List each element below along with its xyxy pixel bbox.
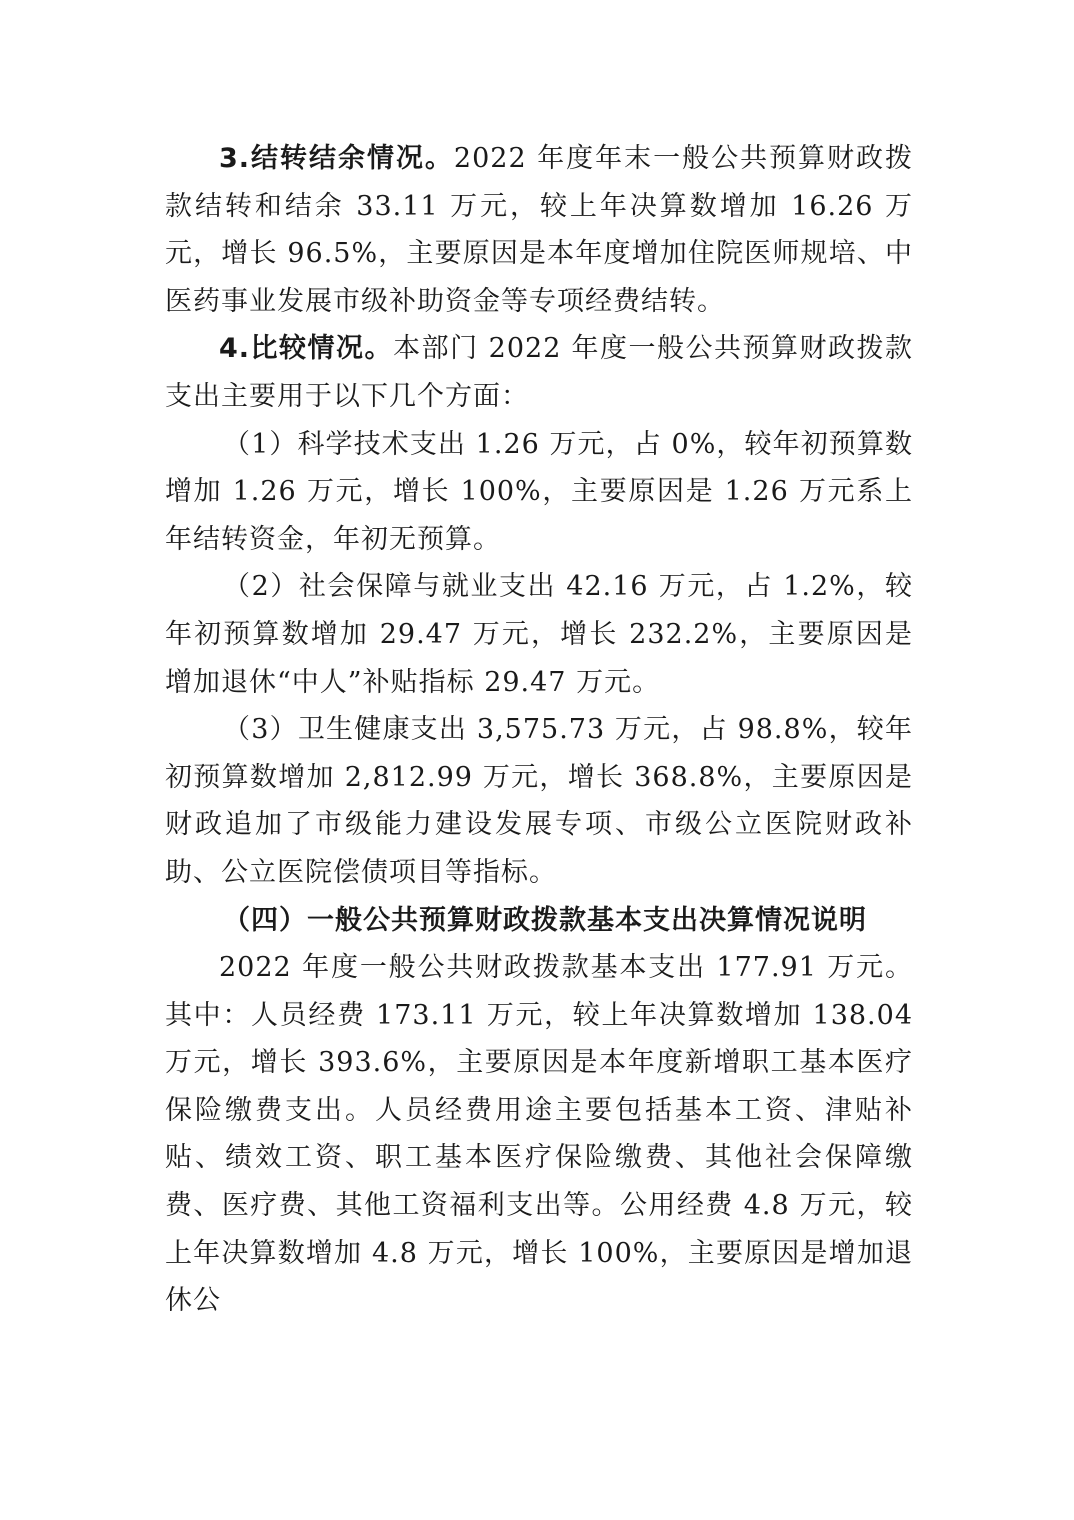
paragraph-social-security-expense: （2）社会保障与就业支出 42.16 万元，占 1.2%，较年初预算数增加 29.47 万元，增长 232.2%，主要原因是增加退休“中人”补贴指标 29.47 万元。	[165, 571, 913, 698]
document-page	[165, 135, 913, 1325]
section-heading: （四）一般公共预算财政拨款基本支出决算情况说明	[223, 904, 867, 936]
paragraph-lead: 3.结转结余情况。	[219, 143, 454, 174]
paragraph-health-expense: （3）卫生健康支出 3,575.73 万元，占 98.8%，较年初预算数增加 2,812.99 万元，增长 368.8%，主要原因是财政追加了市级能力建设发展专项、市级公立医院财政补助、公立医院偿债项目等指标。	[165, 714, 913, 888]
paragraph-comparison	[165, 325, 913, 420]
paragraph-body: 本部门 2022 年度一般公共预算财政拨款支出主要用于以下几个方面：	[165, 333, 913, 412]
paragraph-lead: 4.比较情况。	[219, 333, 394, 365]
paragraph-carryover-balance	[165, 135, 913, 325]
paragraph-basic-expense: 2022 年度一般公共财政拨款基本支出 177.91 万元。其中：人员经费 173.11 万元，较上年决算数增加 138.04 万元，增长 393.6%，主要原因是本年度新增职工基本医疗保险缴费支出。人员经费用途主要包括基本工资、津贴补贴、绩效工资、职工基本医疗保险缴费、其他社会保障缴费、医疗费、其他工资福利支出等。公用经费 4.8 万元，较上年决算数增加 4.8 万元，增长 100%，主要原因是增加退休公	[165, 952, 913, 1317]
paragraph-science-expense: （1）科学技术支出 1.26 万元，占 0%，较年初预算数增加 1.26 万元，增长 100%，主要原因是 1.26 万元系上年结转资金，年初无预算。	[165, 428, 913, 555]
paragraph-body: 2022 年度年末一般公共预算财政拨款结转和结余 33.11 万元，较上年决算数增加 16.26 万元，增长 96.5%，主要原因是本年度增加住院医师规培、中医药事业发展市级补助资金等专项经费结转。	[165, 143, 914, 317]
